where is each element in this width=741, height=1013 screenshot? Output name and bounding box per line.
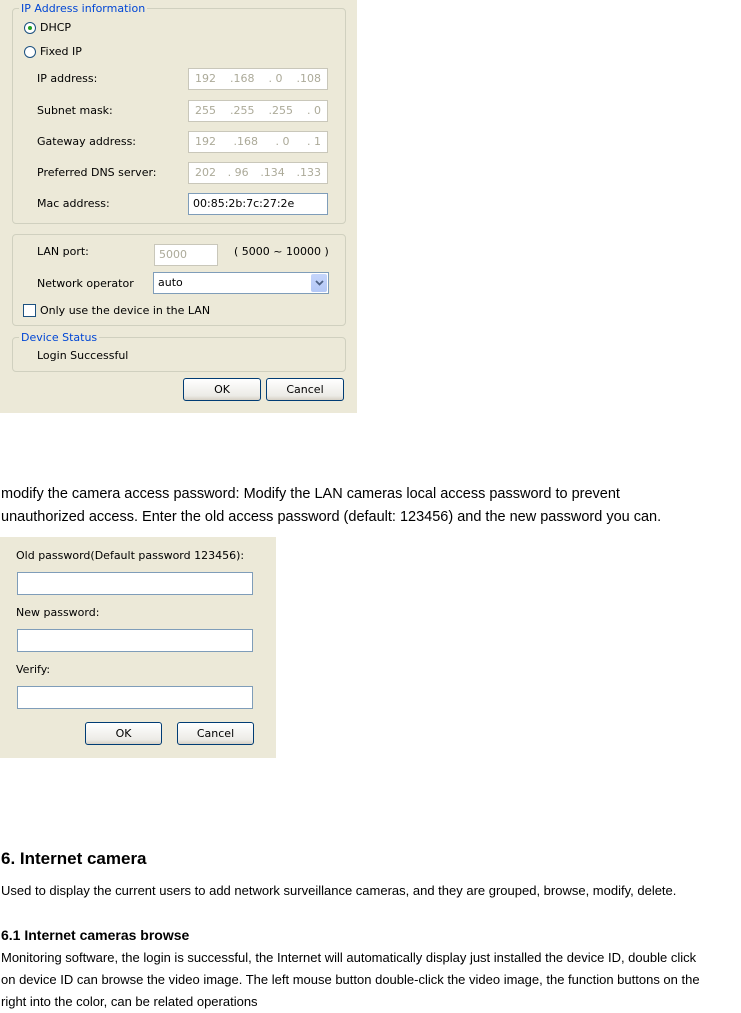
ip-octet: .108 bbox=[296, 72, 321, 85]
verify-label: Verify: bbox=[16, 663, 51, 676]
cancel-button[interactable]: Cancel bbox=[177, 722, 254, 745]
ip-octet: .168 bbox=[230, 72, 255, 85]
fixed-ip-label[interactable]: Fixed IP bbox=[40, 45, 82, 58]
subnet-mask-field[interactable] bbox=[188, 100, 328, 122]
cancel-button[interactable]: Cancel bbox=[266, 378, 344, 401]
password-dialog bbox=[0, 537, 276, 758]
section-6-heading: 6. Internet camera bbox=[1, 849, 147, 868]
gateway-octet: .168 bbox=[233, 135, 258, 148]
section-6-1-line-3: right into the color, can be related operations bbox=[1, 994, 258, 1009]
verify-password-input[interactable] bbox=[17, 686, 253, 709]
ok-button[interactable]: OK bbox=[85, 722, 162, 745]
new-password-input[interactable] bbox=[17, 629, 253, 652]
dns-octet: .134 bbox=[260, 166, 285, 179]
new-password-label: New password: bbox=[16, 606, 100, 619]
subnet-mask-label: Subnet mask: bbox=[37, 104, 113, 117]
ip-octet: . 0 bbox=[268, 72, 283, 85]
gateway-label: Gateway address: bbox=[37, 135, 137, 148]
ip-address-label: IP address: bbox=[37, 72, 98, 85]
gateway-octet: 192 bbox=[195, 135, 216, 148]
network-settings-dialog bbox=[0, 0, 357, 413]
ip-group-title: IP Address information bbox=[21, 2, 146, 15]
network-operator-select[interactable] bbox=[153, 272, 329, 294]
dhcp-label[interactable]: DHCP bbox=[40, 21, 72, 34]
gateway-octet: . 0 bbox=[275, 135, 290, 148]
ip-address-field[interactable] bbox=[188, 68, 328, 90]
mac-address-field[interactable]: 00:85:2b:7c:27:2e bbox=[188, 193, 328, 215]
dns-octet: .133 bbox=[296, 166, 321, 179]
fixed-ip-radio[interactable] bbox=[24, 46, 36, 58]
subnet-octet: .255 bbox=[230, 104, 255, 117]
ok-button[interactable]: OK bbox=[183, 378, 261, 401]
lan-port-range: ( 5000 ~ 10000 ) bbox=[234, 245, 329, 258]
subnet-octet: .255 bbox=[268, 104, 293, 117]
section-6-1-heading: 6.1 Internet cameras browse bbox=[1, 927, 190, 943]
old-password-label: Old password(Default password 123456): bbox=[16, 549, 245, 562]
section-6-1-line-1: Monitoring software, the login is successful, the Internet will automatically display just installed the device ID, double click bbox=[1, 950, 697, 965]
section-6-1-line-2: on device ID can browse the video image. The left mouse button double-click the video image, the function buttons on the bbox=[1, 972, 700, 987]
status-text: Login Successful bbox=[37, 349, 129, 362]
intro-line-2: unauthorized access. Enter the old access password (default: 123456) and the new password you can. bbox=[1, 509, 662, 525]
lan-only-checkbox[interactable] bbox=[23, 304, 36, 317]
dns-field[interactable] bbox=[188, 162, 328, 184]
section-6-text: Used to display the current users to add network surveillance cameras, and they are grouped, browse, modify, delete. bbox=[1, 883, 677, 898]
network-operator-label: Network operator bbox=[37, 277, 134, 290]
chevron-down-icon[interactable] bbox=[311, 274, 327, 292]
lan-port-field[interactable]: 5000 bbox=[154, 244, 218, 266]
dhcp-radio[interactable] bbox=[24, 22, 36, 34]
dns-octet: 202 bbox=[195, 166, 216, 179]
dns-octet: . 96 bbox=[227, 166, 249, 179]
network-operator-value: auto bbox=[158, 276, 183, 289]
gateway-field[interactable] bbox=[188, 131, 328, 153]
lan-port-label: LAN port: bbox=[37, 245, 89, 258]
dns-label: Preferred DNS server: bbox=[37, 166, 157, 179]
old-password-input[interactable] bbox=[17, 572, 253, 595]
lan-only-label[interactable]: Only use the device in the LAN bbox=[40, 304, 211, 317]
subnet-octet: . 0 bbox=[307, 104, 321, 117]
gateway-octet: . 1 bbox=[307, 135, 321, 148]
subnet-octet: 255 bbox=[195, 104, 216, 117]
intro-line-1: modify the camera access password: Modify the LAN cameras local access password to prevent bbox=[1, 486, 620, 502]
device-status-title: Device Status bbox=[21, 331, 98, 344]
mac-address-label: Mac address: bbox=[37, 197, 110, 210]
ip-octet: 192 bbox=[195, 72, 216, 85]
